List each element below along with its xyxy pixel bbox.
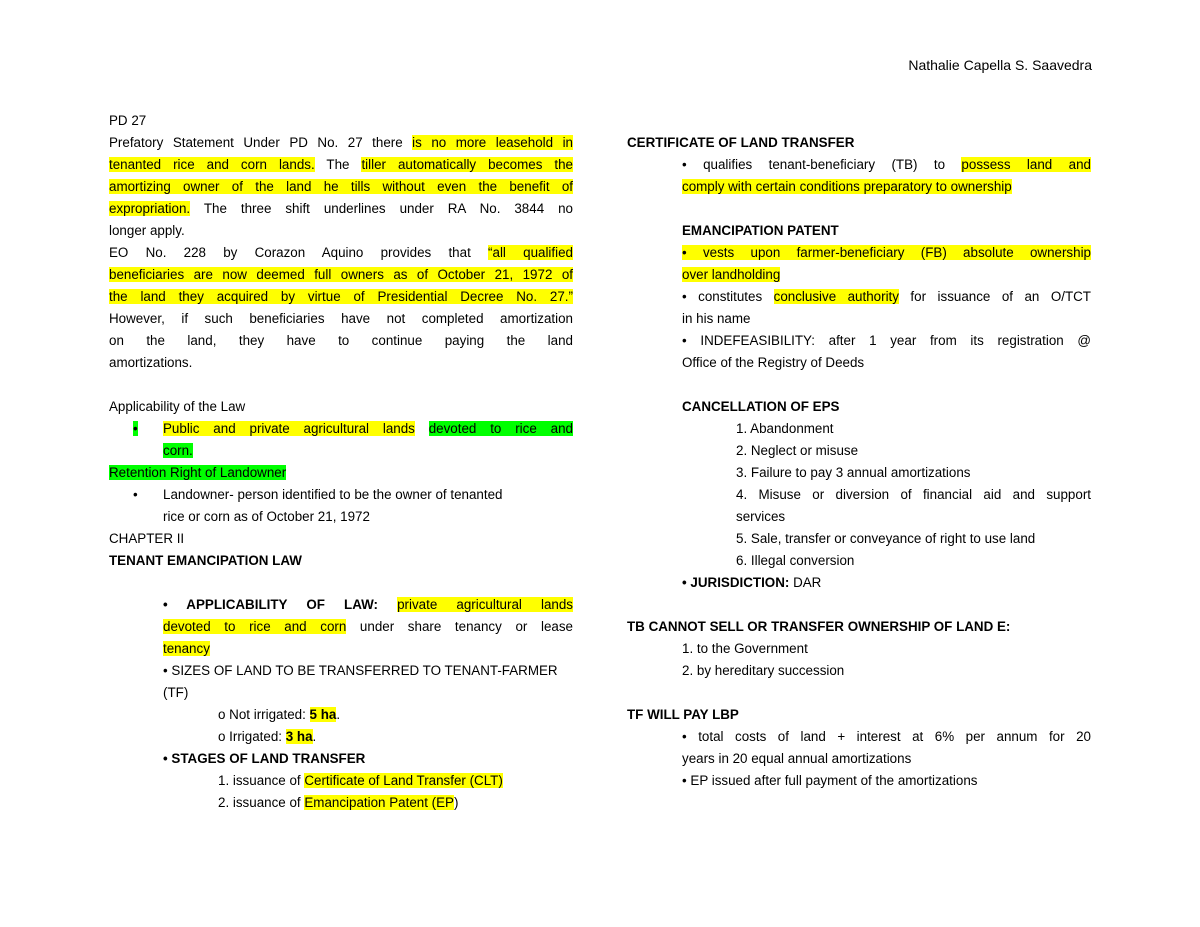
tb-cannot-item: 2. by hereditary succession (682, 663, 845, 678)
ep-line-2: over landholding (682, 267, 781, 282)
cancellation-item: 1. Abandonment (736, 421, 834, 436)
tb-cannot-item: 1. to the Government (682, 641, 808, 656)
author-name: Nathalie Capella S. Saavedra (908, 57, 1092, 73)
clt-title: CERTIFICATE OF LAND TRANSFER (627, 135, 855, 150)
bullet-icon: • (133, 421, 138, 436)
eo-line-6: amortizations. (109, 355, 193, 370)
stage-1: 1. issuance of Certificate of Land Transfer (CLT) (218, 773, 503, 788)
tf-pay-line-2: years in 20 equal annual amortizations (682, 751, 912, 766)
sizes-line-2: (TF) (163, 685, 189, 700)
jurisdiction: • JURISDICTION: DAR (682, 575, 822, 590)
ep-line-3: • constitutes conclusive authority for issuance of an O/TCT (682, 289, 1091, 304)
applicability-of-law-line-3: tenancy (163, 641, 210, 656)
prefatory-line-1: Prefatory Statement Under PD No. 27 there is no more leasehold in (109, 135, 573, 150)
left-column (109, 110, 573, 814)
pd27-heading: PD 27 (109, 113, 147, 128)
retention-item: • Landowner- person identified to be the owner of tenanted (109, 484, 573, 506)
retention-item-cont: rice or corn as of October 21, 1972 (163, 509, 370, 524)
ep-line-5: • INDEFEASIBILITY: after 1 year from its registration @ (682, 333, 1091, 348)
applicability-title: Applicability of the Law (109, 399, 246, 414)
tf-pay-title: TF WILL PAY LBP (627, 707, 739, 722)
tb-cannot-title: TB CANNOT SELL OR TRANSFER OWNERSHIP OF LAND E: (627, 619, 1011, 634)
bullet-icon: • (133, 487, 138, 502)
ep-line-1: • vests upon farmer-beneficiary (FB) absolute ownership (682, 245, 1091, 260)
eo-line-3: the land they acquired by virtue of Presidential Decree No. 27.” (109, 289, 573, 304)
prefatory-line-4: expropriation. The three shift underlines under RA No. 3844 no (109, 201, 573, 216)
tf-pay-line-3: • EP issued after full payment of the amortizations (682, 773, 978, 788)
applicability-item-cont: corn. (163, 443, 193, 458)
ep-line-4: in his name (682, 311, 751, 326)
right-column (627, 132, 1091, 792)
ep-line-6: Office of the Registry of Deeds (682, 355, 865, 370)
applicability-of-law-line-1: • APPLICABILITY OF LAW: private agricultural lands (163, 597, 573, 612)
cancellation-item: 6. Illegal conversion (736, 553, 855, 568)
stage-2: 2. issuance of Emancipation Patent (EP) (218, 795, 459, 810)
applicability-item: • Public and private agricultural lands devoted to rice and (109, 418, 573, 440)
cancellation-item: 5. Sale, transfer or conveyance of right to use land (736, 531, 1036, 546)
chapter-title: TENANT EMANCIPATION LAW (109, 553, 302, 568)
tf-pay-line-1: • total costs of land + interest at 6% per annum for 20 (682, 729, 1091, 744)
prefatory-line-2: tenanted rice and corn lands. The tiller automatically becomes the (109, 157, 573, 172)
prefatory-line-5: longer apply. (109, 223, 185, 238)
not-irrigated: o Not irrigated: 5 ha. (218, 707, 341, 722)
clt-line-2: comply with certain conditions preparatory to ownership (682, 179, 1012, 194)
prefatory-line-3: amortizing owner of the land he tills without even the benefit of (109, 179, 573, 194)
irrigated: o Irrigated: 3 ha. (218, 729, 317, 744)
eo-line-2: beneficiaries are now deemed full owners as of October 21, 1972 of (109, 267, 573, 282)
eo-line-5: on the land, they have to continue paying the land (109, 333, 573, 348)
sizes-line-1: • SIZES OF LAND TO BE TRANSFERRED TO TENANT-FARMER (163, 663, 558, 678)
clt-line-1: • qualifies tenant-beneficiary (TB) to possess land and (682, 157, 1091, 172)
cancellation-item: services (736, 509, 786, 524)
stages-title: • STAGES OF LAND TRANSFER (163, 751, 366, 766)
cancellation-item: 3. Failure to pay 3 annual amortizations (736, 465, 971, 480)
cancellation-title: CANCELLATION OF EPS (682, 399, 840, 414)
cancellation-item: 4. Misuse or diversion of financial aid and support (736, 487, 1091, 502)
eo-line-1: EO No. 228 by Corazon Aquino provides that “all qualified (109, 245, 573, 260)
retention-title: Retention Right of Landowner (109, 465, 287, 480)
ep-title: EMANCIPATION PATENT (682, 223, 839, 238)
chapter-label: CHAPTER II (109, 531, 185, 546)
cancellation-item: 2. Neglect or misuse (736, 443, 859, 458)
applicability-of-law-line-2: devoted to rice and corn under share tenancy or lease (163, 619, 573, 634)
eo-line-4: However, if such beneficiaries have not completed amortization (109, 311, 573, 326)
